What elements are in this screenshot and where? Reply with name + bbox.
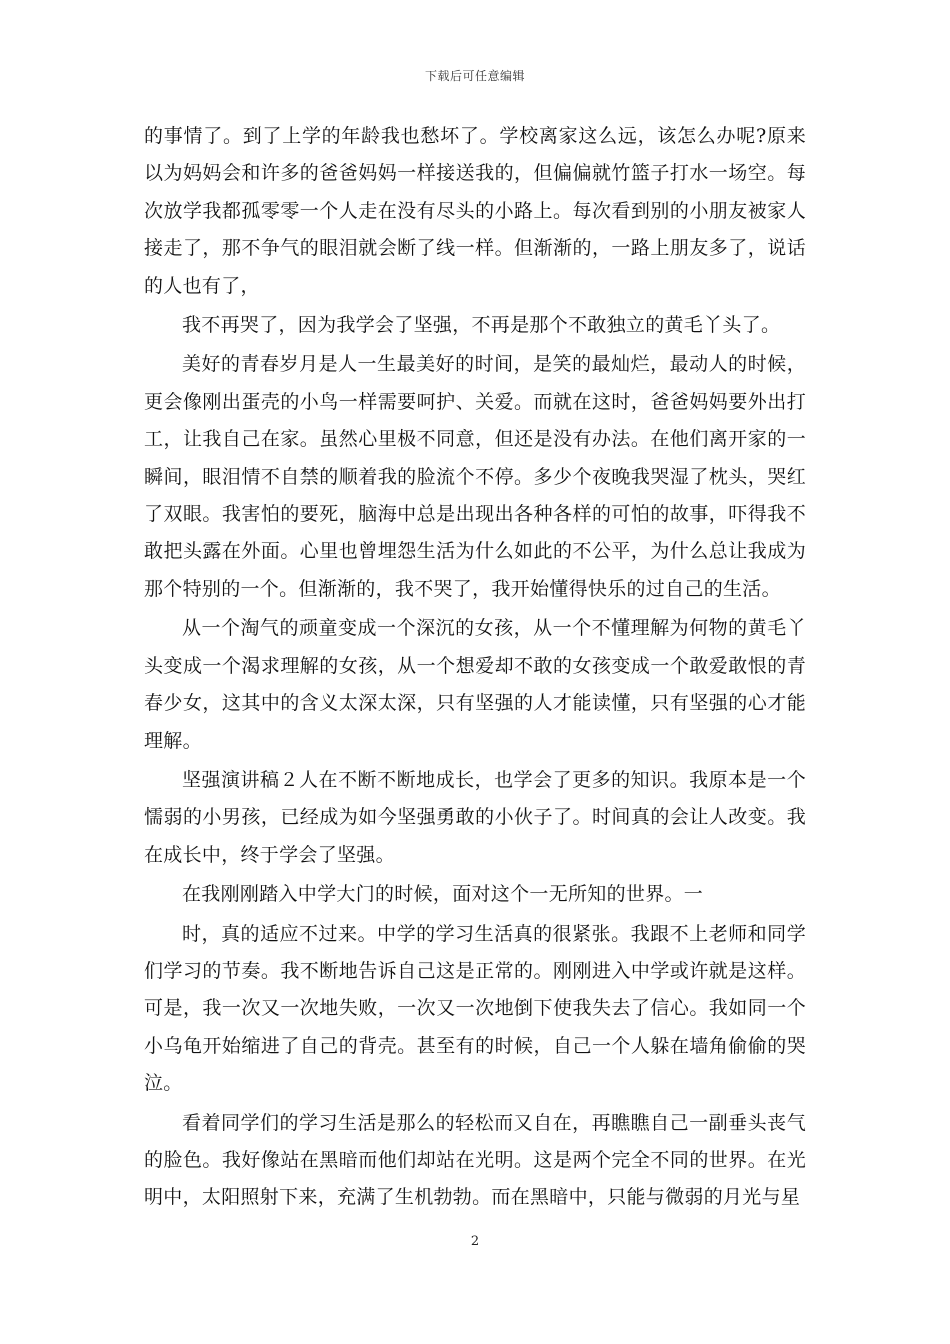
paragraph-2: 我不再哭了，因为我学会了坚强，不再是那个不敢独立的黄毛丫头了。: [182, 314, 781, 337]
page-header-note: 下载后可任意编辑: [424, 69, 525, 83]
paragraph-3: 美好的青春岁月是人一生最美好的时间，是笑的最灿烂，最动人的时候，更会像刚出蛋壳的小鸟一样需要呵护、关爱。而就在这时，爸爸妈妈要外出打工，让我自己在家。虽然心里极不同意，但还是没有办法。在他们离开家的一瞬间，眼泪情不自禁的顺着我的脸流个不停。多少个夜晚我哭湿了枕头，哭红了双眼。我害怕的要死，脑海中总是出现出各种各样的可怕的故事，吓得我不敢把头露在外面。心里也曾埋怨生活为什么如此的不公平，为什么总让我成为那个特别的一个。但渐渐的，我不哭了，我开始懂得快乐的过自己的生活。: [144, 353, 806, 600]
document-body: [144, 118, 806, 1217]
paragraph-8: 看着同学们的学习生活是那么的轻松而又自在，再瞧瞧自己一副垂头丧气的脸色。我好像站在黑暗而他们却站在光明。这是两个完全不同的世界。在光明中，太阳照射下来，充满了生机勃勃。而在黑暗中，只能与微弱的月光与星: [144, 1111, 806, 1209]
paragraph-1: 的事情了。到了上学的年龄我也愁坏了。学校离家这么远，该怎么办呢?原来以为妈妈会和许多的爸爸妈妈一样接送我的，但偏偏就竹篮子打水一场空。每次放学我都孤零零一个人走在没有尽头的小路上。每次看到别的小朋友被家人接走了，那不争气的眼泪就会断了线一样。但渐渐的，一路上朋友多了，说话的人也有了，: [144, 125, 806, 297]
paragraph-5: 坚强演讲稿２人在不断不断地成长，也学会了更多的知识。我原本是一个懦弱的小男孩，已经成为如今坚强勇敢的小伙子了。时间真的会让人改变。我在成长中，终于学会了坚强。: [144, 768, 806, 866]
paragraph-7: 时，真的适应不过来。中学的学习生活真的很紧张。我跟不上老师和同学们学习的节奏。我不断地告诉自己这是正常的。刚刚进入中学或许就是这样。可是，我一次又一次地失败，一次又一次地倒下使我失去了信心。我如同一个小乌龟开始缩进了自己的背壳。甚至有的时候，自己一个人躲在墙角偷偷的哭泣。: [144, 922, 806, 1095]
page-number: 2: [470, 1234, 480, 1249]
paragraph-6: 在我刚刚踏入中学大门的时候，面对这个一无所知的世界。一: [182, 883, 704, 906]
paragraph-4: 从一个淘气的顽童变成一个深沉的女孩，从一个不懂理解为何物的黄毛丫头变成一个渴求理解的女孩，从一个想爱却不敢的女孩变成一个敢爱敢恨的青春少女，这其中的含义太深太深，只有坚强的人才能读懂，只有坚强的心才能理解。: [144, 617, 806, 752]
